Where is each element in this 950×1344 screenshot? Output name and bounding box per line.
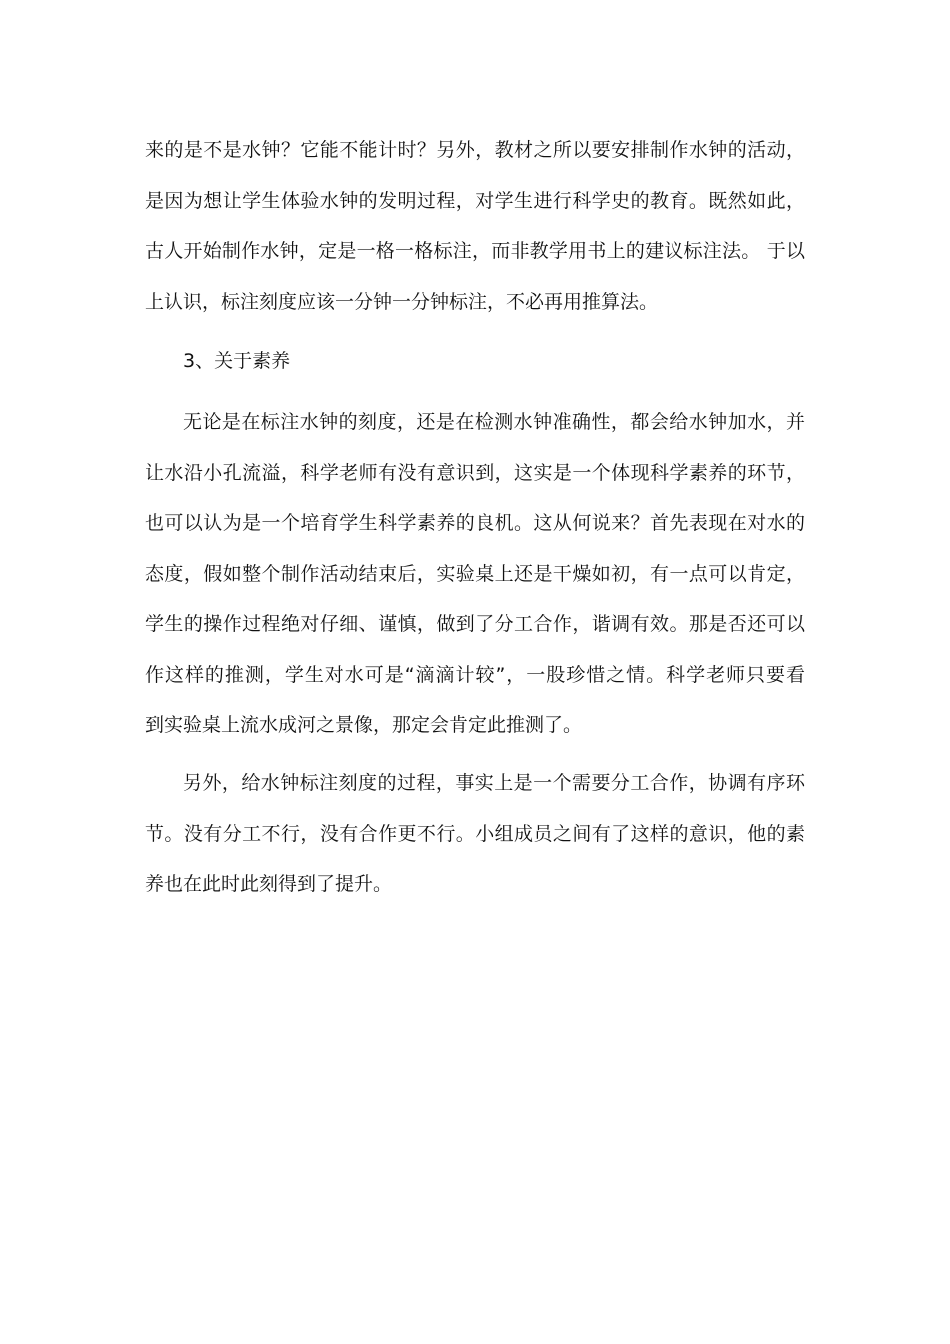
paragraph-line: 节。没有分工不行，没有合作更不行。小组成员之间有了这样的意识，他的素 bbox=[145, 822, 805, 845]
paragraph-line: 另外，给水钟标注刻度的过程，事实上是一个需要分工合作，协调有序环 bbox=[183, 772, 805, 794]
paragraph-line: 也可以认为是一个培育学生科学素养的良机。这从何说来？首先表现在对水的 bbox=[145, 512, 805, 534]
paragraph-line: 态度，假如整个制作活动结束后，实验桌上还是干燥如初，有一点可以肯定， bbox=[145, 562, 805, 585]
paragraph-line: 是因为想让学生体验水钟的发明过程，对学生进行科学史的教育。既然如此， bbox=[145, 189, 805, 212]
paragraph-line: 古人开始制作水钟，定是一格一格标注，而非教学用书上的建议标注法。 于以 bbox=[145, 240, 805, 262]
section-heading bbox=[145, 336, 805, 387]
section-heading-text: 3、关于素养 bbox=[183, 350, 291, 372]
paragraph-continued bbox=[145, 125, 805, 327]
paragraph-line: 让水沿小孔流溢，科学老师有没有意识到，这实是一个体现科学素养的环节， bbox=[145, 461, 805, 484]
paragraph-line: 来的是不是水钟？它能不能计时？另外，教材之所以要安排制作水钟的活动， bbox=[145, 139, 805, 161]
paragraph-line: 无论是在标注水钟的刻度，还是在检测水钟准确性，都会给水钟加水，并 bbox=[183, 411, 805, 433]
paragraph-line: 上认识，标注刻度应该一分钟一分钟标注，不必再用推算法。 bbox=[145, 290, 659, 313]
paragraph-line: 作这样的推测，学生对水可是“滴滴计较”，一股珍惜之情。科学老师只要看 bbox=[145, 663, 805, 686]
paragraph-teamwork bbox=[145, 758, 805, 910]
paragraph-line: 养也在此时此刻得到了提升。 bbox=[145, 873, 393, 895]
paragraph-literacy bbox=[145, 397, 805, 751]
paragraph-line: 学生的操作过程绝对仔细、谨慎，做到了分工合作，谐调有效。那是否还可以 bbox=[145, 613, 805, 635]
paragraph-line: 到实验桌上流水成河之景像，那定会肯定此推测了。 bbox=[145, 714, 583, 736]
